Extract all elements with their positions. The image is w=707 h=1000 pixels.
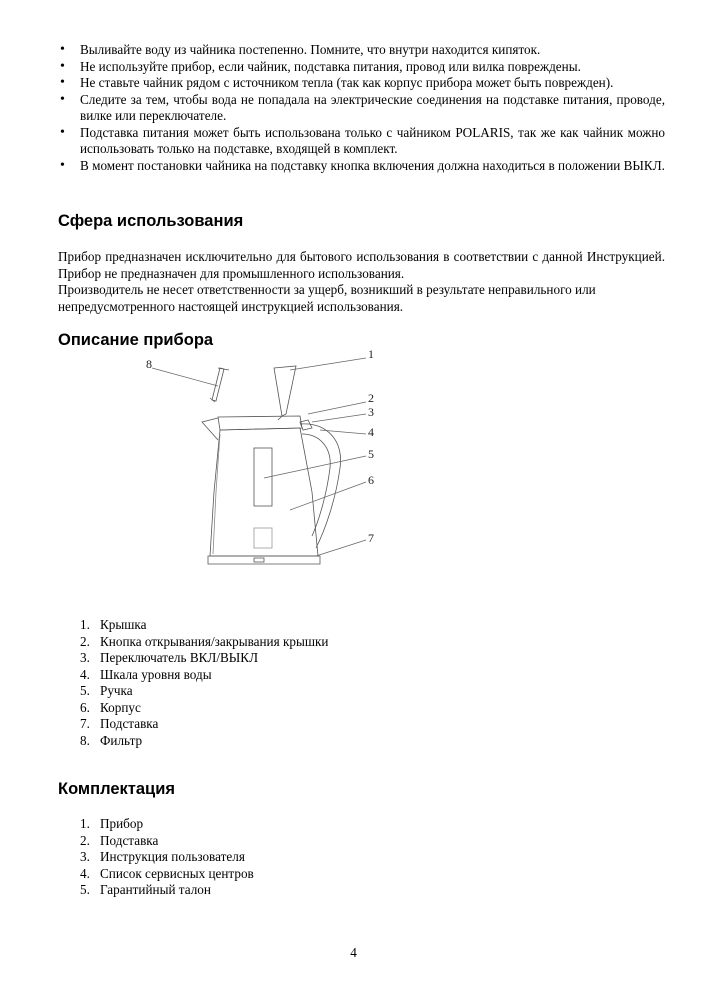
- list-item: 8. Фильтр: [80, 732, 143, 748]
- callout-6: 6: [368, 473, 374, 487]
- spout: [202, 418, 218, 440]
- list-item: 2. Кнопка открывания/закрывания крышки: [80, 633, 329, 649]
- warning-item: • Следите за тем, чтобы вода не попадала на электрические соединения на подставке питания, проводе, вилке или переключателе.: [58, 92, 665, 125]
- list-item: 6. Корпус: [80, 699, 141, 715]
- handle-outer: [300, 424, 341, 548]
- scope-heading: Сфера использования: [58, 212, 244, 230]
- list-item: 5. Ручка: [80, 683, 133, 698]
- callout-7: 7: [368, 531, 374, 545]
- list-item: 4. Шкала уровня воды: [80, 666, 212, 682]
- page-number: 4: [350, 945, 357, 960]
- scope-text: [58, 249, 665, 315]
- warning-item: • Выливайте воду из чайника постепенно. Помните, что внутри находится кипяток.: [58, 42, 665, 59]
- callout-3: 3: [368, 405, 374, 419]
- safety-warnings-list: [58, 42, 665, 174]
- filter-illustration: [210, 368, 229, 402]
- warning-item: • Не используйте прибор, если чайник, подставка питания, провод или вилка повреждены.: [58, 59, 665, 76]
- warning-item: • В момент постановки чайника на подставку кнопка включения должна находиться в положении ВЫКЛ.: [58, 158, 665, 175]
- list-item: 5. Гарантийный талон: [80, 882, 211, 897]
- warning-item: • Не ставьте чайник рядом с источником тепла (так как корпус прибора может быть поврежден).: [58, 75, 665, 92]
- list-item: 1. Крышка: [80, 617, 147, 632]
- callout-2: 2: [368, 391, 374, 405]
- list-item: 4. Список сервисных центров: [80, 865, 254, 881]
- list-item: 7. Подставка: [80, 716, 159, 731]
- scope-paragraph-2: Производитель не несет ответственности за ущерб, возникший в результате неправильного или непредусмотренного настоящей инструкцией использования.: [58, 282, 596, 314]
- kettle-body-outline: [210, 428, 318, 556]
- scope-paragraph-1: Прибор предназначен исключительно для бытового использования в соответствии с данной Инструкцией. Прибор не предназначен для промышленного использования.: [58, 249, 665, 281]
- lid-illustration: [274, 366, 296, 420]
- list-item: 2. Подставка: [80, 832, 159, 848]
- list-item: 3. Инструкция пользователя: [80, 849, 245, 864]
- description-heading: Описание прибора: [58, 331, 214, 349]
- callout-8: 8: [146, 357, 152, 371]
- contents-heading: Комплектация: [58, 780, 175, 798]
- kettle-diagram: [130, 342, 390, 577]
- parts-list: [80, 617, 328, 749]
- contents-list: [80, 816, 254, 899]
- list-item: 1. Прибор: [80, 816, 144, 831]
- warning-item: • Подставка питания может быть использована только с чайником POLARIS, так же как чайник можно использовать только на подставке, входящей в комплект.: [58, 125, 665, 158]
- callout-1: 1: [368, 347, 374, 361]
- callout-4: 4: [368, 425, 374, 439]
- list-item: 3. Переключатель ВКЛ/ВЫКЛ: [80, 650, 259, 665]
- callout-5: 5: [368, 447, 374, 461]
- handle-inner: [302, 434, 330, 536]
